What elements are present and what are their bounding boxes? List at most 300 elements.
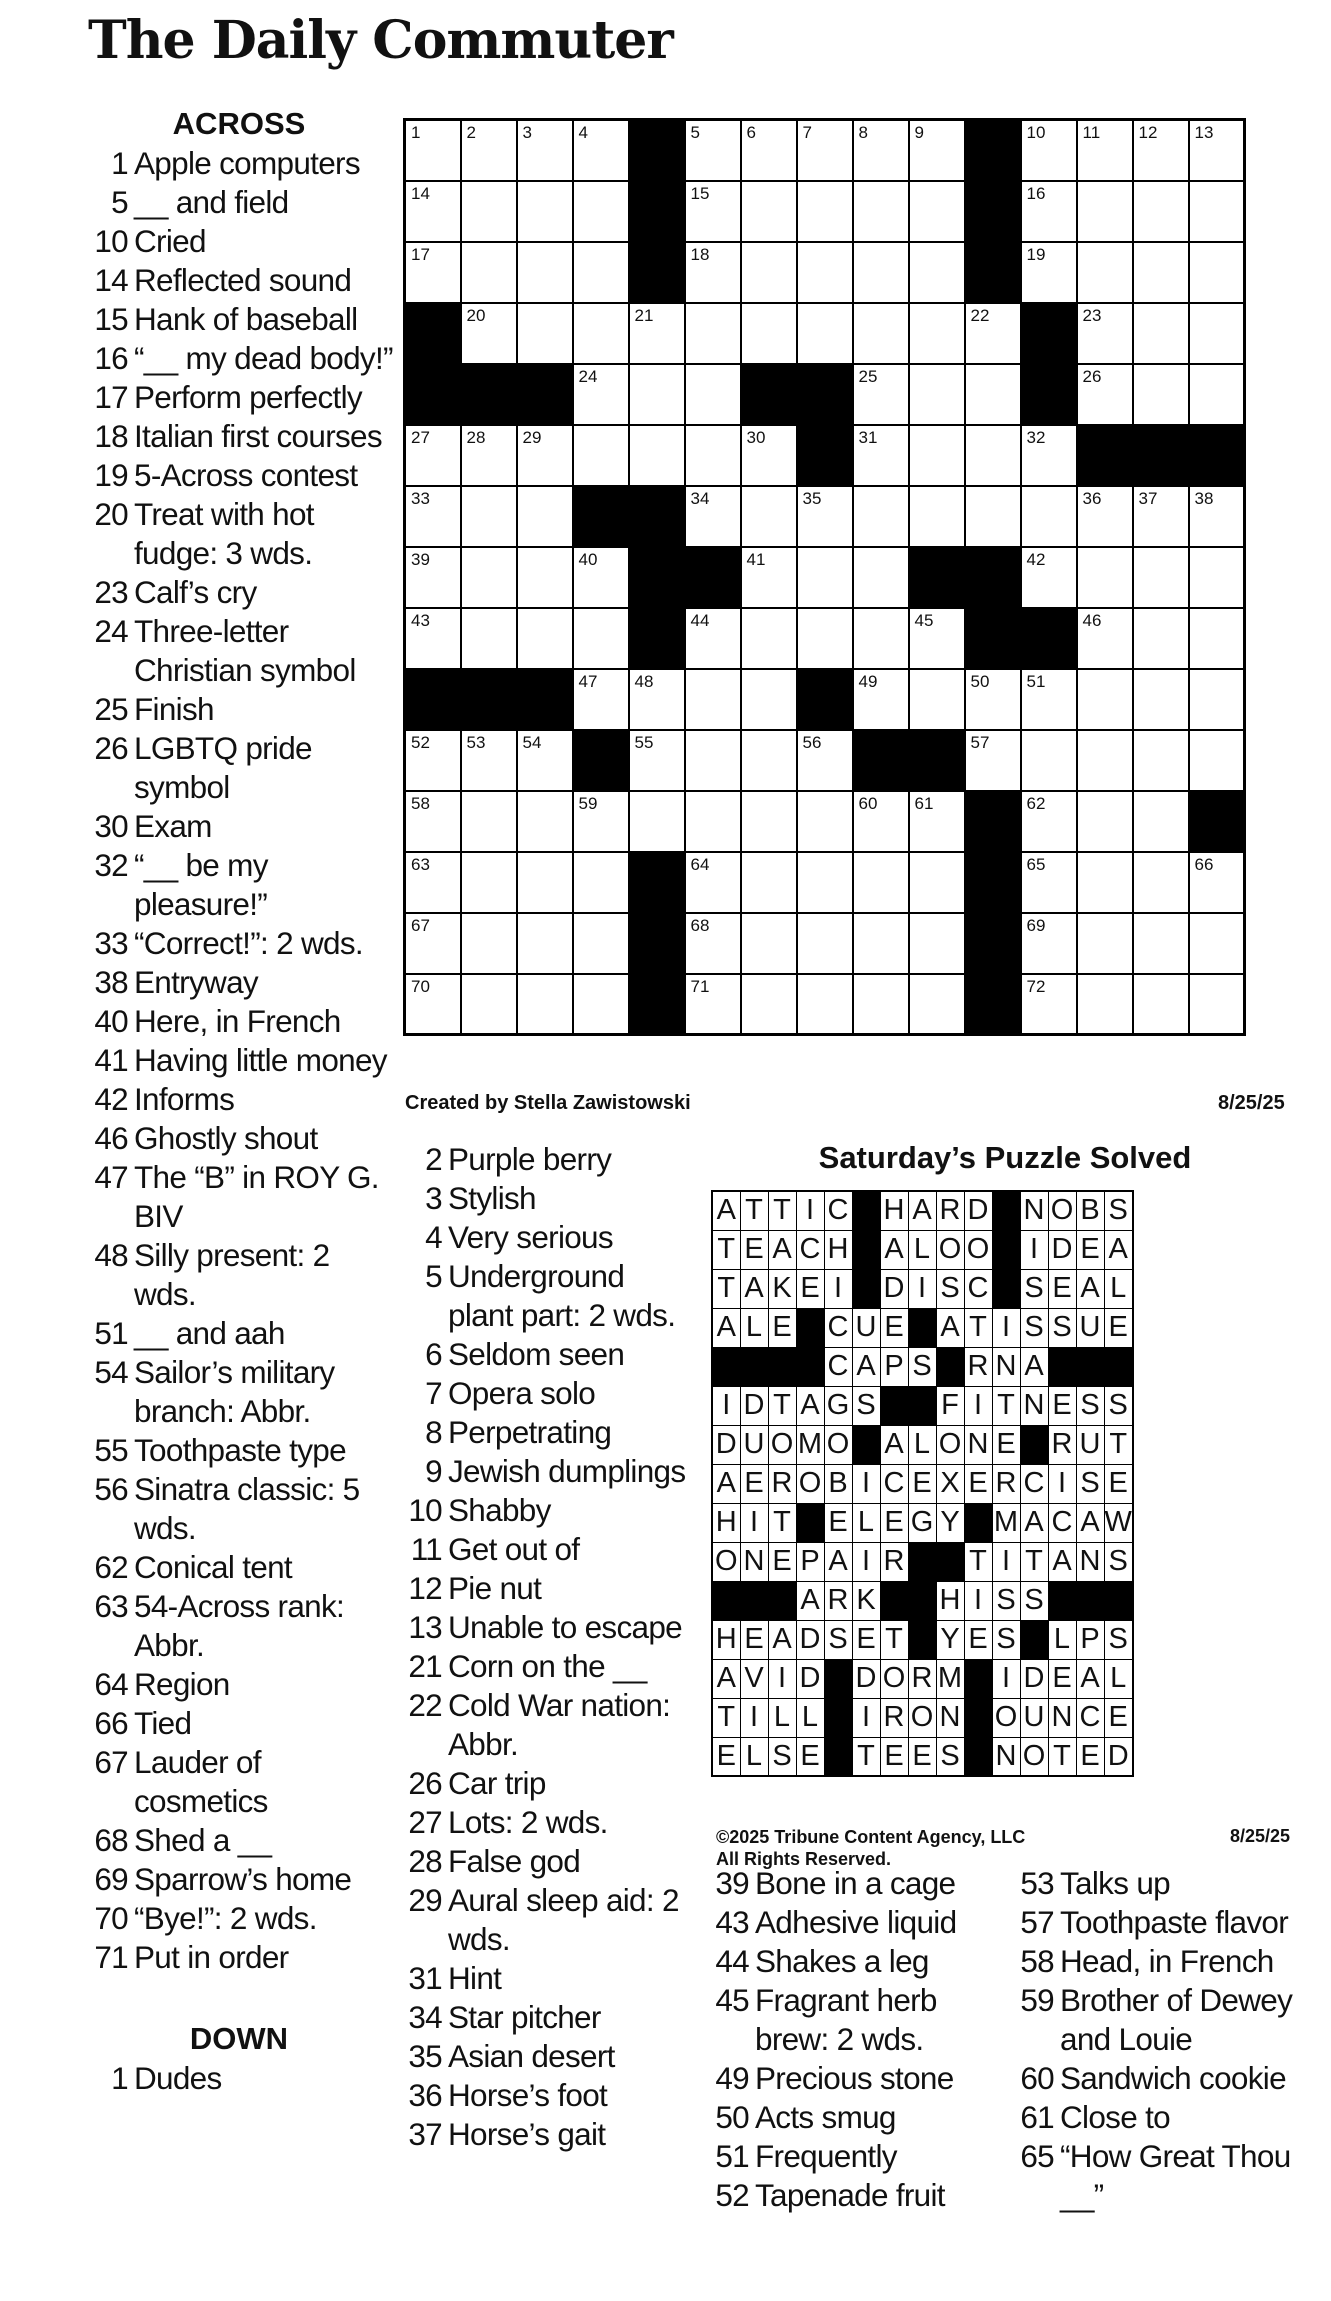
grid-cell[interactable] xyxy=(461,120,517,181)
grid-cell[interactable] xyxy=(1021,791,1077,852)
grid-cell[interactable] xyxy=(909,425,965,486)
cell-number: 31 xyxy=(858,427,878,447)
cell-number: 35 xyxy=(802,488,822,508)
solution-letter: E xyxy=(768,1308,796,1347)
grid-cell[interactable] xyxy=(741,608,797,669)
solution-black-square xyxy=(712,1581,740,1620)
grid-cell[interactable] xyxy=(1077,852,1133,913)
solution-letter: N xyxy=(964,1425,992,1464)
clue-across-40[interactable] xyxy=(84,1002,394,1041)
grid-cell[interactable] xyxy=(797,974,853,1035)
grid-cell[interactable] xyxy=(1189,730,1245,791)
grid-cell[interactable] xyxy=(909,608,965,669)
grid-cell[interactable] xyxy=(1133,669,1189,730)
grid-cell[interactable] xyxy=(797,730,853,791)
grid-cell[interactable] xyxy=(741,791,797,852)
grid-cell[interactable] xyxy=(853,425,909,486)
grid-cell[interactable] xyxy=(797,303,853,364)
grid-cell[interactable] xyxy=(573,913,629,974)
grid-cell[interactable] xyxy=(405,120,461,181)
grid-cell[interactable] xyxy=(909,364,965,425)
clue-across-64[interactable] xyxy=(84,1665,394,1704)
black-square xyxy=(909,730,965,791)
clue-across-15[interactable] xyxy=(84,300,394,339)
grid-cell[interactable] xyxy=(629,364,685,425)
grid-cell[interactable] xyxy=(853,120,909,181)
clue-across-26[interactable] xyxy=(84,729,394,807)
cell-number: 64 xyxy=(690,854,710,874)
grid-cell[interactable] xyxy=(573,181,629,242)
grid-cell[interactable] xyxy=(573,303,629,364)
clue-down-3[interactable] xyxy=(398,1179,688,1218)
solution-letter: I xyxy=(740,1698,768,1737)
solution-letter: A xyxy=(796,1581,824,1620)
grid-cell[interactable] xyxy=(741,852,797,913)
clue-across-56[interactable] xyxy=(84,1470,394,1548)
grid-cell[interactable] xyxy=(405,547,461,608)
clue-down-44[interactable] xyxy=(705,1942,1005,1981)
clue-down-2[interactable] xyxy=(398,1140,688,1179)
grid-cell[interactable] xyxy=(965,486,1021,547)
grid-cell[interactable] xyxy=(741,730,797,791)
grid-cell[interactable] xyxy=(853,303,909,364)
grid-cell[interactable] xyxy=(853,181,909,242)
grid-cell[interactable] xyxy=(909,181,965,242)
grid-cell[interactable] xyxy=(685,120,741,181)
clue-down-65[interactable] xyxy=(1010,2137,1330,2215)
grid-cell[interactable] xyxy=(741,425,797,486)
grid-cell[interactable] xyxy=(853,669,909,730)
grid-cell[interactable] xyxy=(741,120,797,181)
cell-number: 54 xyxy=(522,732,542,752)
grid-cell[interactable] xyxy=(1021,730,1077,791)
grid-cell[interactable] xyxy=(1021,486,1077,547)
clue-across-42[interactable] xyxy=(84,1080,394,1119)
grid-cell[interactable] xyxy=(517,486,573,547)
grid-cell[interactable] xyxy=(1189,608,1245,669)
clue-down-21[interactable] xyxy=(398,1647,688,1686)
down-clue-list-2 xyxy=(398,1140,688,2154)
clue-across-68[interactable] xyxy=(84,1821,394,1860)
grid-cell[interactable] xyxy=(405,974,461,1035)
grid-cell[interactable] xyxy=(629,303,685,364)
clue-across-33[interactable] xyxy=(84,924,394,963)
solution-letter: E xyxy=(1048,1659,1076,1698)
grid-cell[interactable] xyxy=(797,852,853,913)
grid-cell[interactable] xyxy=(573,364,629,425)
grid-cell[interactable] xyxy=(573,547,629,608)
grid-cell[interactable] xyxy=(517,547,573,608)
clue-across-38[interactable] xyxy=(84,963,394,1002)
grid-cell[interactable] xyxy=(853,974,909,1035)
clue-across-10[interactable] xyxy=(84,222,394,261)
cell-number: 57 xyxy=(970,732,990,752)
grid-cell[interactable] xyxy=(1077,303,1133,364)
grid-cell[interactable] xyxy=(1077,547,1133,608)
grid-cell[interactable] xyxy=(685,181,741,242)
cell-number: 20 xyxy=(466,305,486,325)
grid-cell[interactable] xyxy=(405,913,461,974)
clue-down-35[interactable] xyxy=(398,2037,688,2076)
grid-cell[interactable] xyxy=(517,425,573,486)
grid-cell[interactable] xyxy=(1189,974,1245,1035)
grid-cell[interactable] xyxy=(909,486,965,547)
grid-cell[interactable] xyxy=(853,913,909,974)
clue-across-69[interactable] xyxy=(84,1860,394,1899)
grid-cell[interactable] xyxy=(1189,303,1245,364)
clue-across-23[interactable] xyxy=(84,573,394,612)
grid-cell[interactable] xyxy=(573,425,629,486)
clue-text: Acts smug xyxy=(755,2099,896,2135)
grid-cell[interactable] xyxy=(797,181,853,242)
grid-cell[interactable] xyxy=(1133,913,1189,974)
grid-cell[interactable] xyxy=(1133,547,1189,608)
grid-cell[interactable] xyxy=(629,730,685,791)
grid-cell[interactable] xyxy=(965,364,1021,425)
grid-cell[interactable] xyxy=(1133,303,1189,364)
grid-cell[interactable] xyxy=(909,913,965,974)
grid-cell[interactable] xyxy=(573,120,629,181)
grid-cell[interactable] xyxy=(1189,181,1245,242)
grid-cell[interactable] xyxy=(741,486,797,547)
grid-cell[interactable] xyxy=(1189,120,1245,181)
clue-down-59[interactable] xyxy=(1010,1981,1330,2059)
grid-cell[interactable] xyxy=(965,425,1021,486)
grid-cell[interactable] xyxy=(1133,364,1189,425)
clue-across-1[interactable] xyxy=(84,144,394,183)
grid-cell[interactable] xyxy=(1189,364,1245,425)
grid-cell[interactable] xyxy=(1021,852,1077,913)
grid-cell[interactable] xyxy=(405,242,461,303)
clue-down-6[interactable] xyxy=(398,1335,688,1374)
grid-cell[interactable] xyxy=(685,303,741,364)
grid-cell[interactable] xyxy=(1133,974,1189,1035)
clue-number: 42 xyxy=(94,1081,128,1117)
grid-cell[interactable] xyxy=(1077,791,1133,852)
solution-letter: A xyxy=(824,1542,852,1581)
clue-across-62[interactable] xyxy=(84,1548,394,1587)
grid-cell[interactable] xyxy=(517,913,573,974)
clue-down-57[interactable] xyxy=(1010,1903,1330,1942)
grid-cell[interactable] xyxy=(853,608,909,669)
clue-across-30[interactable] xyxy=(84,807,394,846)
clue-down-34[interactable] xyxy=(398,1998,688,2037)
grid-cell[interactable] xyxy=(1077,120,1133,181)
grid-cell[interactable] xyxy=(1021,242,1077,303)
clue-down-22[interactable] xyxy=(398,1686,688,1764)
grid-cell[interactable] xyxy=(685,852,741,913)
clue-down-5[interactable] xyxy=(398,1257,688,1335)
grid-cell[interactable] xyxy=(1189,852,1245,913)
grid-cell[interactable] xyxy=(909,242,965,303)
clue-across-63[interactable] xyxy=(84,1587,394,1665)
grid-cell[interactable] xyxy=(741,303,797,364)
grid-cell[interactable] xyxy=(405,791,461,852)
grid-cell[interactable] xyxy=(573,852,629,913)
grid-cell[interactable] xyxy=(685,974,741,1035)
clue-down-27[interactable] xyxy=(398,1803,688,1842)
grid-cell[interactable] xyxy=(741,181,797,242)
grid-cell[interactable] xyxy=(797,486,853,547)
clue-down-49[interactable] xyxy=(705,2059,1005,2098)
clue-down-53[interactable] xyxy=(1010,1864,1330,1903)
grid-cell[interactable] xyxy=(1189,486,1245,547)
grid-cell[interactable] xyxy=(1133,242,1189,303)
grid-cell[interactable] xyxy=(1133,486,1189,547)
grid-cell[interactable] xyxy=(573,669,629,730)
grid-cell[interactable] xyxy=(1133,181,1189,242)
grid-cell[interactable] xyxy=(517,242,573,303)
clue-number: 61 xyxy=(1020,2099,1054,2135)
cell-number: 15 xyxy=(690,183,710,203)
clue-number: 49 xyxy=(715,2060,749,2096)
grid-cell[interactable] xyxy=(909,669,965,730)
grid-cell[interactable] xyxy=(797,242,853,303)
grid-cell[interactable] xyxy=(909,852,965,913)
solution-black-square xyxy=(964,1698,992,1737)
clue-down-13[interactable] xyxy=(398,1608,688,1647)
clue-across-70[interactable] xyxy=(84,1899,394,1938)
grid-cell[interactable] xyxy=(1077,913,1133,974)
grid-cell[interactable] xyxy=(629,425,685,486)
clue-down-26[interactable] xyxy=(398,1764,688,1803)
grid-cell[interactable] xyxy=(685,425,741,486)
grid-cell[interactable] xyxy=(1021,913,1077,974)
grid-cell[interactable] xyxy=(853,852,909,913)
clue-across-54[interactable] xyxy=(84,1353,394,1431)
grid-cell[interactable] xyxy=(965,730,1021,791)
cell-number: 61 xyxy=(914,793,934,813)
grid-cell[interactable] xyxy=(1021,425,1077,486)
clue-down-58[interactable] xyxy=(1010,1942,1330,1981)
clue-across-19[interactable] xyxy=(84,456,394,495)
grid-cell[interactable] xyxy=(685,486,741,547)
clue-across-71[interactable] xyxy=(84,1938,394,1977)
clue-text: Underground plant part: 2 wds. xyxy=(448,1258,676,1333)
clue-across-48[interactable] xyxy=(84,1236,394,1314)
grid-cell[interactable] xyxy=(1077,181,1133,242)
clue-down-39[interactable] xyxy=(705,1864,1005,1903)
clue-text: Sailor’s military branch: Abbr. xyxy=(134,1354,335,1429)
grid-cell[interactable] xyxy=(853,364,909,425)
clue-across-25[interactable] xyxy=(84,690,394,729)
grid-cell[interactable] xyxy=(461,791,517,852)
grid-cell[interactable] xyxy=(965,303,1021,364)
grid-cell[interactable] xyxy=(405,181,461,242)
solution-letter: A xyxy=(768,1620,796,1659)
clue-across-46[interactable] xyxy=(84,1119,394,1158)
clue-across-20[interactable] xyxy=(84,495,394,573)
grid-cell[interactable] xyxy=(629,791,685,852)
grid-cell[interactable] xyxy=(461,608,517,669)
grid-cell[interactable] xyxy=(685,791,741,852)
grid-cell[interactable] xyxy=(517,791,573,852)
grid-cell[interactable] xyxy=(573,242,629,303)
grid-cell[interactable] xyxy=(1077,364,1133,425)
grid-cell[interactable] xyxy=(517,852,573,913)
clue-down-12[interactable] xyxy=(398,1569,688,1608)
crossword-grid[interactable] xyxy=(403,118,1246,1036)
grid-cell[interactable] xyxy=(405,425,461,486)
clue-down-51[interactable] xyxy=(705,2137,1005,2176)
grid-cell[interactable] xyxy=(965,669,1021,730)
grid-cell[interactable] xyxy=(797,120,853,181)
grid-cell[interactable] xyxy=(1021,669,1077,730)
grid-cell[interactable] xyxy=(1189,242,1245,303)
grid-cell[interactable] xyxy=(853,547,909,608)
grid-cell[interactable] xyxy=(1189,913,1245,974)
grid-cell[interactable] xyxy=(405,486,461,547)
grid-cell[interactable] xyxy=(405,852,461,913)
clue-down-28[interactable] xyxy=(398,1842,688,1881)
clue-down-43[interactable] xyxy=(705,1903,1005,1942)
grid-cell[interactable] xyxy=(461,303,517,364)
grid-cell[interactable] xyxy=(629,669,685,730)
grid-cell[interactable] xyxy=(1189,669,1245,730)
clue-across-55[interactable] xyxy=(84,1431,394,1470)
grid-cell[interactable] xyxy=(1133,852,1189,913)
clue-across-32[interactable] xyxy=(84,846,394,924)
grid-cell[interactable] xyxy=(461,913,517,974)
grid-cell[interactable] xyxy=(1021,547,1077,608)
clue-down-29[interactable] xyxy=(398,1881,688,1959)
grid-cell[interactable] xyxy=(461,425,517,486)
grid-cell[interactable] xyxy=(1077,486,1133,547)
grid-cell[interactable] xyxy=(741,974,797,1035)
clue-number: 9 xyxy=(425,1453,442,1489)
black-square xyxy=(1133,425,1189,486)
grid-cell[interactable] xyxy=(517,303,573,364)
clue-down-60[interactable] xyxy=(1010,2059,1330,2098)
grid-cell[interactable] xyxy=(1077,669,1133,730)
grid-cell[interactable] xyxy=(797,791,853,852)
grid-cell[interactable] xyxy=(853,791,909,852)
clue-down-52[interactable] xyxy=(705,2176,1005,2215)
grid-cell[interactable] xyxy=(1021,974,1077,1035)
grid-cell[interactable] xyxy=(461,547,517,608)
grid-cell[interactable] xyxy=(1133,608,1189,669)
clue-across-5[interactable] xyxy=(84,183,394,222)
grid-cell[interactable] xyxy=(461,852,517,913)
clue-down-31[interactable] xyxy=(398,1959,688,1998)
grid-cell[interactable] xyxy=(1189,547,1245,608)
grid-cell[interactable] xyxy=(1077,242,1133,303)
grid-cell[interactable] xyxy=(1021,181,1077,242)
grid-cell[interactable] xyxy=(517,730,573,791)
grid-cell[interactable] xyxy=(461,181,517,242)
cell-number: 38 xyxy=(1194,488,1214,508)
grid-cell[interactable] xyxy=(685,242,741,303)
grid-cell[interactable] xyxy=(685,364,741,425)
grid-cell[interactable] xyxy=(461,974,517,1035)
clue-across-66[interactable] xyxy=(84,1704,394,1743)
clue-down-10[interactable] xyxy=(398,1491,688,1530)
grid-cell[interactable] xyxy=(741,547,797,608)
puzzle-credit: Created by Stella Zawistowski xyxy=(405,1092,691,1114)
clue-across-51[interactable] xyxy=(84,1314,394,1353)
solution-black-square xyxy=(712,1347,740,1386)
grid-cell[interactable] xyxy=(741,913,797,974)
clue-down-11[interactable] xyxy=(398,1530,688,1569)
solution-letter: E xyxy=(796,1737,824,1776)
grid-cell[interactable] xyxy=(909,974,965,1035)
grid-cell[interactable] xyxy=(741,242,797,303)
grid-cell[interactable] xyxy=(853,486,909,547)
solution-black-square xyxy=(908,1581,936,1620)
grid-cell[interactable] xyxy=(517,608,573,669)
grid-cell[interactable] xyxy=(405,608,461,669)
clue-number: 11 xyxy=(410,1531,442,1567)
clue-across-67[interactable] xyxy=(84,1743,394,1821)
grid-cell[interactable] xyxy=(909,791,965,852)
grid-cell[interactable] xyxy=(685,669,741,730)
clue-down-36[interactable] xyxy=(398,2076,688,2115)
grid-cell[interactable] xyxy=(1077,974,1133,1035)
grid-cell[interactable] xyxy=(909,303,965,364)
grid-cell[interactable] xyxy=(685,730,741,791)
clue-across-14[interactable] xyxy=(84,261,394,300)
grid-cell[interactable] xyxy=(461,242,517,303)
cell-number: 29 xyxy=(522,427,542,447)
grid-cell[interactable] xyxy=(1133,120,1189,181)
grid-cell[interactable] xyxy=(797,913,853,974)
grid-cell[interactable] xyxy=(461,730,517,791)
grid-cell[interactable] xyxy=(685,608,741,669)
grid-cell[interactable] xyxy=(741,669,797,730)
clue-text: Adhesive liquid xyxy=(755,1904,957,1940)
clue-down-7[interactable] xyxy=(398,1374,688,1413)
grid-cell[interactable] xyxy=(1077,608,1133,669)
clue-down-37[interactable] xyxy=(398,2115,688,2154)
clue-across-18[interactable] xyxy=(84,417,394,456)
grid-cell[interactable] xyxy=(1077,730,1133,791)
clue-across-17[interactable] xyxy=(84,378,394,417)
clue-across-24[interactable] xyxy=(84,612,394,690)
grid-cell[interactable] xyxy=(797,547,853,608)
grid-cell[interactable] xyxy=(1021,120,1077,181)
solution-letter: I xyxy=(908,1269,936,1308)
clue-down-61[interactable] xyxy=(1010,2098,1330,2137)
grid-cell[interactable] xyxy=(853,242,909,303)
clue-down-4[interactable] xyxy=(398,1218,688,1257)
grid-cell[interactable] xyxy=(909,120,965,181)
grid-cell[interactable] xyxy=(517,974,573,1035)
grid-cell[interactable] xyxy=(517,120,573,181)
clue-across-16[interactable] xyxy=(84,339,394,378)
solution-letter: O xyxy=(768,1425,796,1464)
cell-number: 40 xyxy=(578,549,598,569)
grid-cell[interactable] xyxy=(573,608,629,669)
clue-across-47[interactable] xyxy=(84,1158,394,1236)
grid-cell[interactable] xyxy=(1133,791,1189,852)
clue-down-8[interactable] xyxy=(398,1413,688,1452)
grid-cell[interactable] xyxy=(517,181,573,242)
cell-number: 19 xyxy=(1026,244,1046,264)
grid-cell[interactable] xyxy=(461,486,517,547)
grid-cell[interactable] xyxy=(573,791,629,852)
clue-down-9[interactable] xyxy=(398,1452,688,1491)
clue-down-1[interactable] xyxy=(84,2059,394,2098)
grid-cell[interactable] xyxy=(573,974,629,1035)
grid-cell[interactable] xyxy=(1133,730,1189,791)
clue-down-50[interactable] xyxy=(705,2098,1005,2137)
grid-cell[interactable] xyxy=(685,913,741,974)
grid-cell[interactable] xyxy=(797,608,853,669)
clue-number: 10 xyxy=(94,223,128,259)
clue-down-45[interactable] xyxy=(705,1981,1005,2059)
grid-cell[interactable] xyxy=(405,730,461,791)
clue-across-41[interactable] xyxy=(84,1041,394,1080)
